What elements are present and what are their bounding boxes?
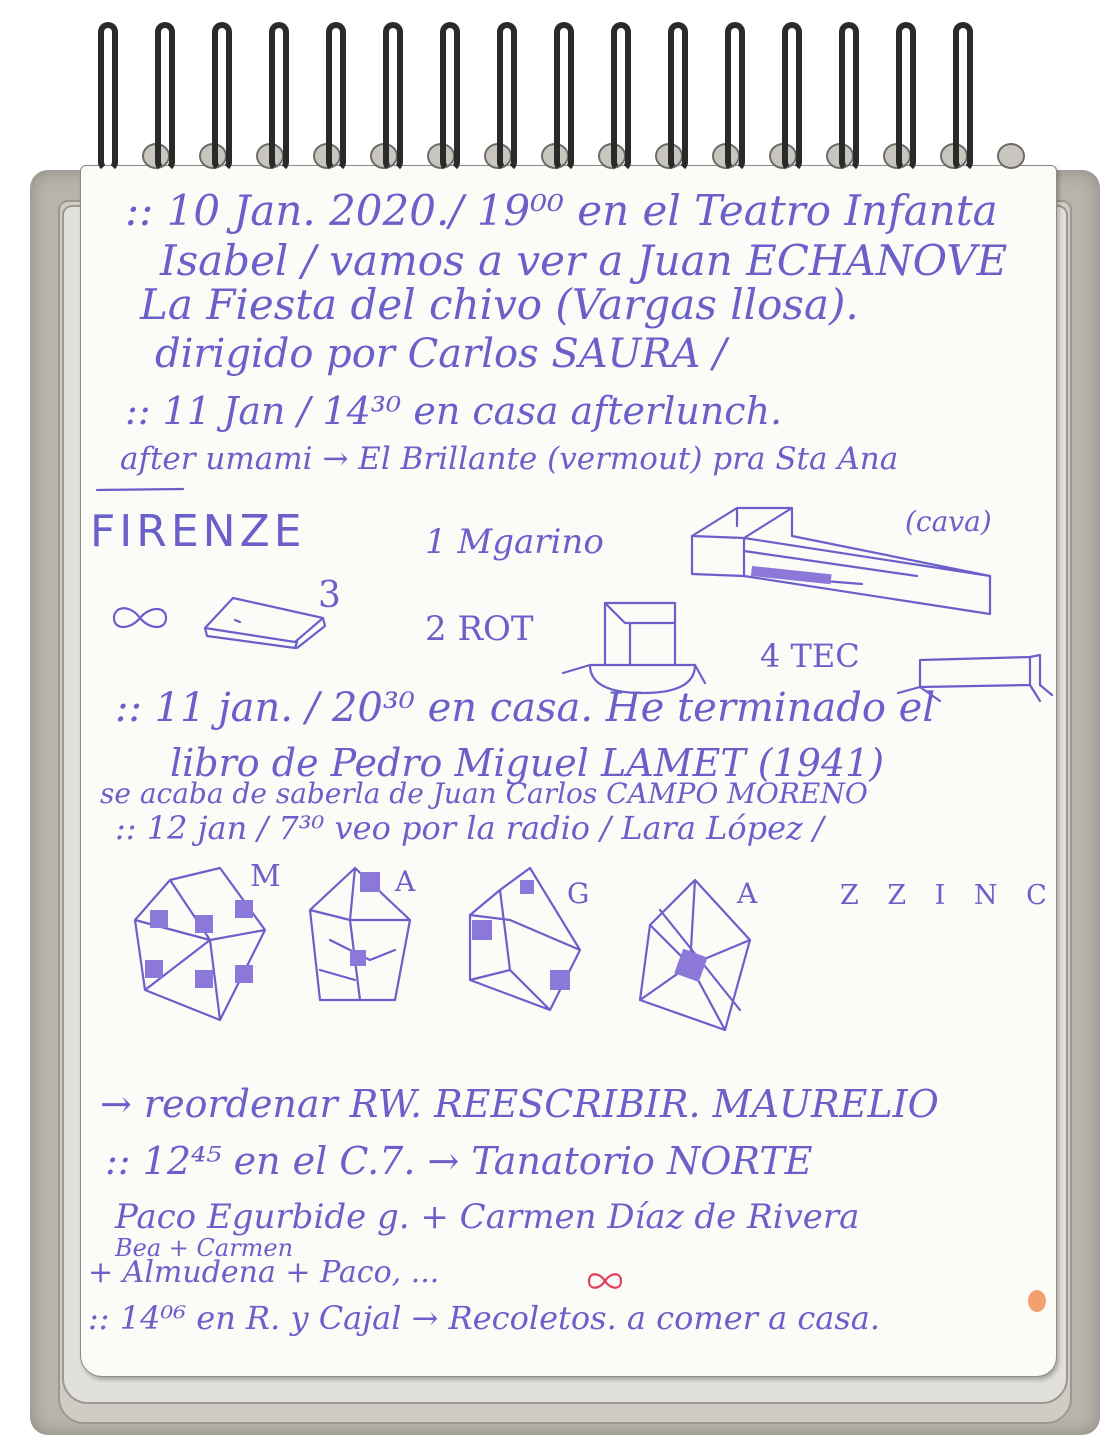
sketch-infinity-icon <box>110 598 170 638</box>
sketch-boat-icon <box>555 595 715 700</box>
cube-letter: M <box>250 859 281 894</box>
sketch-bench-icon <box>195 590 335 650</box>
divider-line <box>95 486 195 496</box>
sketch-long-table-icon <box>682 496 1002 621</box>
spiral-binding <box>80 0 1055 190</box>
note-line: :: 11 jan. / 20³⁰ en casa. He terminado el <box>115 685 936 731</box>
cube-letter: A <box>737 877 758 910</box>
note-line: after umami → El Brillante (vermout) pra Sta Ana <box>120 441 899 477</box>
note-line: :: 10 Jan. 2020./ 19⁰⁰ en el Teatro Infanta <box>125 186 998 235</box>
cube-sketch-g-icon <box>460 860 590 1020</box>
note-line: (cava) <box>905 505 992 538</box>
sketch-label: 4 TEC <box>760 637 860 675</box>
note-line: La Fiesta del chivo (Vargas llosa). <box>140 280 859 329</box>
sketch-bench-short-icon <box>890 645 1060 705</box>
cube-letter: A <box>395 865 416 898</box>
infinity-small-icon <box>585 1268 625 1294</box>
note-line: Bea + Carmen <box>115 1234 294 1262</box>
note-line: libro de Pedro Miguel LAMET (1941) <box>170 741 885 785</box>
note-line: se acaba de saberla de Juan Carlos CAMPO MORENO <box>100 777 868 810</box>
note-line: → reordenar RW. REESCRIBIR. MAURELIO <box>100 1082 939 1126</box>
sketch-label: 1 Mgarino <box>425 522 604 562</box>
cube-sketch-m-icon <box>125 860 275 1030</box>
sketch-label: 3 <box>318 575 341 616</box>
cube-letter: G <box>567 877 590 910</box>
note-line: dirigido por Carlos SAURA / <box>155 331 727 377</box>
orange-stain <box>1028 1290 1046 1312</box>
cube-sketch-a2-icon <box>630 870 760 1050</box>
note-line: + Almudena + Paco, ... <box>88 1255 440 1290</box>
note-line: Paco Egurbide g. + Carmen Díaz de Rivera <box>115 1197 860 1237</box>
cube-sketch-a-icon <box>300 860 420 1010</box>
note-line: :: 14⁰⁶ en R. y Cajal → Recoletos. a comer a casa. <box>88 1299 881 1337</box>
heading-firenze: FIRENZE <box>90 506 306 557</box>
note-line: Z Z I N C <box>840 880 1057 911</box>
note-line: Isabel / vamos a ver a Juan ECHANOVE <box>160 236 1008 285</box>
note-line: :: 12 jan / 7³⁰ veo por la radio / Lara López / <box>115 809 824 847</box>
note-line: :: 11 Jan / 14³⁰ en casa afterlunch. <box>125 389 783 433</box>
sketch-label: 2 ROT <box>425 609 534 649</box>
note-line: :: 12⁴⁵ en el C.7. → Tanatorio NORTE <box>105 1139 813 1183</box>
